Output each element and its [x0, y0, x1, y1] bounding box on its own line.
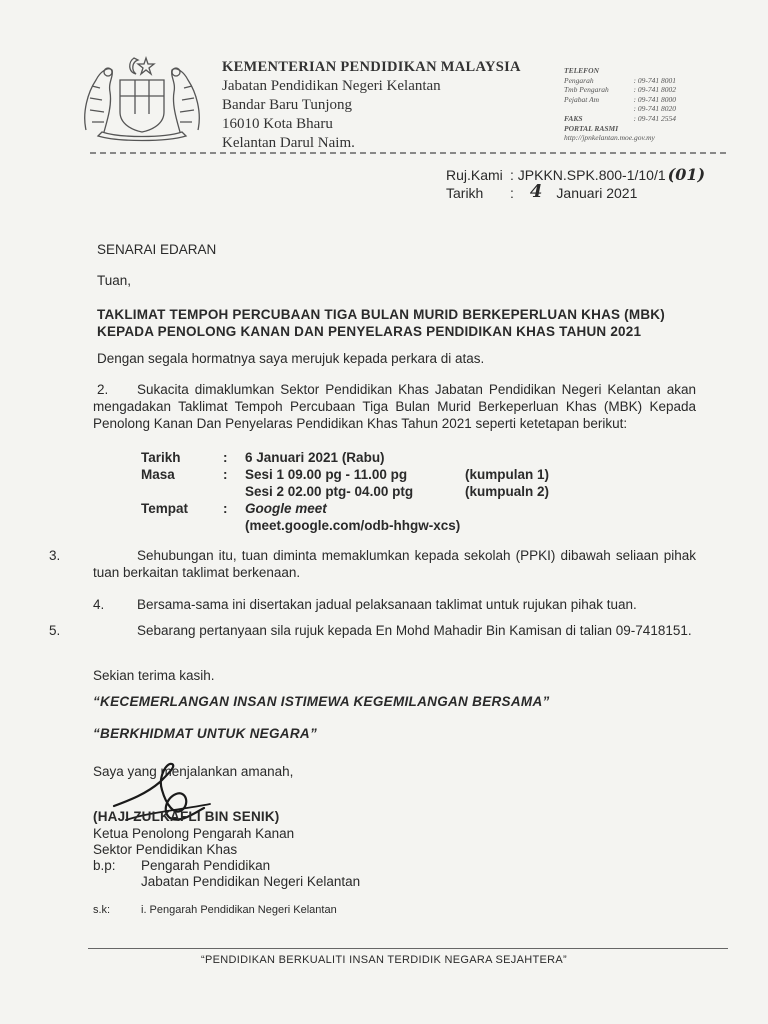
ref-handwritten: (01): [667, 165, 706, 184]
date-row: [446, 181, 705, 202]
paragraph-5-text: Sebarang pertanyaan sila rujuk kepada En Mohd Mahadir Bin Kamisan di talian 09-7418151.: [137, 623, 692, 638]
details-colon: :: [223, 450, 228, 465]
sk-item: i. Pengarah Pendidikan Negeri Kelantan: [141, 904, 337, 916]
date-colon: :: [510, 185, 514, 201]
intro-paragraph: Dengan segala hormatnya saya merujuk kepada perkara di atas.: [97, 351, 485, 366]
paragraph-4: [93, 596, 637, 613]
contact-row: [564, 95, 676, 105]
details-row-date: [141, 449, 549, 466]
para-number: 5.: [49, 623, 61, 638]
motto-1: “KECEMERLANGAN INSAN ISTIMEWA KEGEMILANGAN BERSAMA”: [93, 694, 550, 709]
bp-label: b.p:: [93, 858, 116, 873]
fax-value: : 09-741 2554: [633, 113, 676, 123]
details-label: Tarikh: [141, 450, 181, 465]
contact-value: : 09-741 8001: [633, 75, 676, 85]
date-month-year: Januari 2021: [556, 185, 638, 201]
contact-value: : 09-741 8020: [633, 104, 676, 114]
ministry-name: KEMENTERIAN PENDIDIKAN MALAYSIA: [222, 59, 521, 75]
details-value: 6 Januari 2021 (Rabu): [245, 450, 385, 465]
details-row-time: [141, 466, 549, 483]
ministry-address-block: [222, 58, 521, 153]
bp-line: Jabatan Pendidikan Negeri Kelantan: [141, 874, 361, 889]
address-line: Bandar Baru Tunjong: [222, 97, 353, 113]
details-session: Sesi 2 02.00 ptg- 04.00 ptg: [245, 484, 414, 499]
subject-line: TAKLIMAT TEMPOH PERCUBAAN TIGA BULAN MURID BERKEPERLUAN KHAS (MBK): [97, 307, 665, 322]
signer-name: (HAJI ZULKAFLI BIN SENIK): [93, 809, 280, 824]
details-venue: Google meet: [245, 501, 327, 516]
header-divider: [90, 152, 726, 154]
details-label: Tempat: [141, 501, 189, 516]
ref-row: [446, 166, 705, 184]
address-line: Jabatan Pendidikan Negeri Kelantan: [222, 78, 441, 94]
bp-line: Pengarah Pendidikan: [141, 858, 271, 873]
details-session: Sesi 1 09.00 pg - 11.00 pg: [245, 467, 408, 482]
details-row-venue: [141, 500, 549, 517]
address-line: 16010 Kota Bharu: [222, 116, 333, 132]
meet-link[interactable]: (meet.google.com/odb-hhgw-xcs): [245, 518, 461, 533]
details-row-link: [141, 517, 549, 534]
address-line: Kelantan Darul Naim.: [222, 135, 355, 151]
date-handwritten-day: 4: [529, 181, 543, 202]
contact-row: [564, 76, 676, 86]
date-label: Tarikh: [446, 185, 484, 201]
fax-label: FAKS: [564, 113, 583, 123]
signer-title: Ketua Penolong Pengarah Kanan: [93, 826, 295, 841]
contact-row: [564, 85, 676, 95]
details-group: (kumpulan 1): [465, 467, 550, 482]
signer-department: Sektor Pendidikan Khas: [93, 842, 238, 857]
contact-label: Tmb Pengarah: [564, 85, 609, 95]
signoff: Saya yang menjalankan amanah,: [93, 764, 294, 779]
footer-motto: “PENDIDIKAN BERKUALITI INSAN TERDIDIK NEGARA SEJAHTERA”: [201, 954, 567, 966]
portal-label: PORTAL RASMI: [564, 123, 619, 133]
contact-label: Pejabat Am: [564, 94, 600, 104]
details-colon: :: [223, 467, 228, 482]
closing: Sekian terima kasih.: [93, 668, 215, 683]
sk-label: s.k:: [93, 904, 111, 916]
recipient: SENARAI EDARAN: [97, 242, 217, 257]
subject-line: KEPADA PENOLONG KANAN DAN PENYELARAS PENDIDIKAN KHAS TAHUN 2021: [97, 324, 642, 339]
contact-row: [564, 104, 676, 114]
motto-2: “BERKHIDMAT UNTUK NEGARA”: [93, 726, 317, 741]
ref-value: : JPKKN.SPK.800-1/10/1: [510, 167, 666, 183]
para-number: 3.: [49, 548, 61, 563]
coat-of-arms-logo: [78, 52, 206, 144]
footer-divider: [88, 948, 728, 949]
paragraph-4-text: Bersama-sama ini disertakan jadual pelaksanaan taklimat untuk rujukan pihak tuan.: [137, 597, 637, 612]
contact-block: [564, 66, 676, 143]
fax-row: [564, 114, 676, 124]
paragraph-2: Sukacita dimaklumkan Sektor Pendidikan Khas Jabatan Pendidikan Negeri Kelantan akan mengadakan Taklimat Tempoh Percubaan Tiga Bulan Murid Berkeperluan Khas (MBK) Kepada Penolong Kanan Dan Penyelaras Pendidikan Khas Tahun 2021 seperti ketetapan berikut:: [93, 382, 696, 431]
details-row-time-2: [141, 483, 549, 500]
ref-label: Ruj.Kami: [446, 167, 503, 183]
salutation: Tuan,: [97, 273, 132, 288]
paragraph-5: [49, 622, 696, 639]
para-number: 4.: [93, 597, 105, 612]
event-details: [141, 449, 549, 534]
paragraph-3-text: Sehubungan itu, tuan diminta memaklumkan kepada sekolah (PPKI) dibawah seliaan pihak tuan berkaitan taklimat berkenaan.: [93, 548, 696, 580]
details-label: Masa: [141, 467, 175, 482]
telephone-heading: TELEFON: [564, 66, 600, 75]
portal-url: http://jpnkelantan.moe.gov.my: [564, 133, 655, 143]
contact-label: Pengarah: [564, 75, 594, 85]
contact-value: : 09-741 8002: [633, 85, 676, 95]
para-number: 2.: [97, 382, 109, 397]
paragraph-3: [49, 547, 696, 581]
details-colon: :: [223, 501, 228, 516]
contact-value: : 09-741 8000: [633, 94, 676, 104]
reference-block: [446, 166, 705, 202]
details-group: (kumpualn 2): [465, 484, 550, 499]
